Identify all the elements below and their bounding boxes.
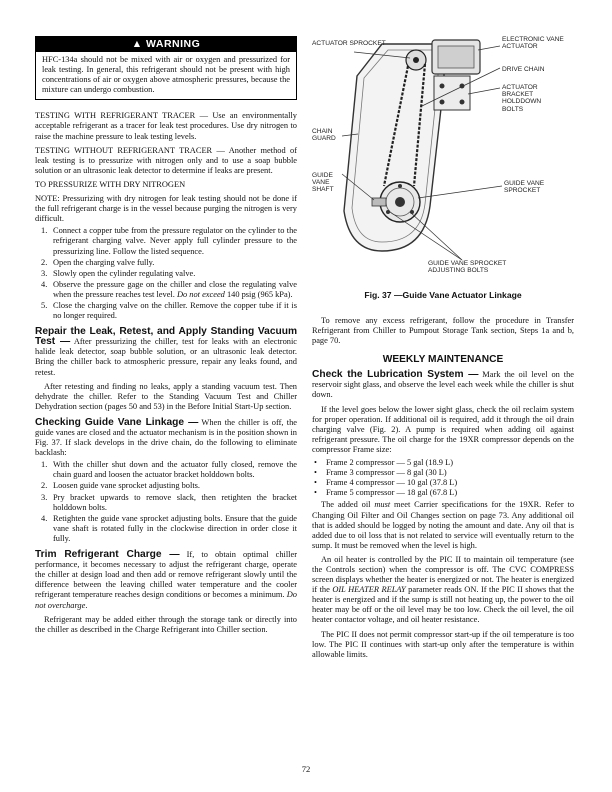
linkage-paragraph: Checking Guide Vane Linkage — When the chiller is off, the guide vanes are closed and the actuator mechanism is in the position shown in Fig. 37. If slack develops in the drive chain, do the following to eliminate backlash: bbox=[35, 416, 297, 458]
nitrogen-steps bbox=[35, 226, 297, 321]
list-item: • Frame 5 compressor — 18 gal (67.8 L) bbox=[314, 488, 458, 498]
pressurize-heading: TO PRESSURIZE WITH DRY NITROGEN bbox=[35, 179, 186, 189]
list-item: 3. Slowly open the cylinder regulating valve. bbox=[41, 268, 196, 278]
figure-caption: Fig. 37 —Guide Vane Actuator Linkage bbox=[364, 290, 522, 300]
figure-37 bbox=[312, 36, 574, 288]
list-item: 4. Retighten the guide vane sprocket adjusting bolts. Ensure that the guide vane shaft is rotated fully in the clockwise direction in order close it fully. bbox=[41, 513, 297, 543]
left-column bbox=[35, 36, 297, 635]
label-actuator-bracket: ACTUATOR BRACKET HOLDDOWN BOLTS bbox=[502, 84, 542, 113]
warning-header bbox=[36, 37, 296, 52]
label-guide-vane-shaft: GUIDE VANE SHAFT bbox=[312, 172, 334, 194]
list-item: • Frame 4 compressor — 10 gal (37.8 L) bbox=[314, 478, 458, 488]
list-item: 4. Observe the pressure gage on the chiller and close the regulating valve when the pressure reaches test level. Do not exceed 140 psig (965 kPa). bbox=[41, 279, 297, 299]
weekly-maintenance-heading: WEEKLY MAINTENANCE bbox=[382, 354, 504, 366]
list-item: 1. Connect a copper tube from the pressure regulator on the cylinder to the refrigerant charging valve. Never apply full cylinder pressure to the pressurizing line. Follow the listed sequence. bbox=[41, 226, 297, 256]
linkage-heading: Checking Guide Vane Linkage — bbox=[35, 416, 199, 428]
excess-refrigerant-paragraph: To remove any excess refrigerant, follow the procedure in Transfer Refrigerant from Chiller to Pumpout Storage Tank section, Steps 1a and b, page 70. bbox=[312, 316, 574, 346]
trim-heading: Trim Refrigerant Charge — bbox=[35, 549, 180, 561]
without-tracer-paragraph: TESTING WITHOUT REFRIGERANT TRACER — Another method of leak testing is to pressurize with nitrogen only and to use a soap bubble solution or an ultrasonic leak detector to determine if leaks are present. bbox=[35, 145, 297, 175]
added-oil-paragraph: The added oil must meet Carrier specifications for the 19XR. Refer to Changing Oil Filter and Oil Changes section on page 73. Any additional oil that is added should be logged by noting the amount and date. Any oil that is added due to oil loss that is not related to service will eventually return to the sump. It must be removed when the level is high. bbox=[312, 500, 575, 550]
list-item: 2. Loosen guide vane sprocket adjusting bolts. bbox=[41, 481, 201, 491]
lubrication-heading: Check the Lubrication System — bbox=[312, 369, 479, 381]
lubrication-paragraph: Check the Lubrication System — Mark the oil level on the reservoir sight glass, and observe the level each week while the chiller is shut down. bbox=[312, 369, 574, 400]
list-item: 5. Close the charging valve on the chiller. Remove the copper tube if it is no longer required. bbox=[41, 300, 297, 321]
tracer-paragraph: TESTING WITH REFRIGERANT TRACER — Use an environmentally acceptable refrigerant as a tracer for leak test procedures. Use dry nitrogen to raise the machine pressure to leak testing levels. bbox=[35, 111, 297, 141]
frame-list bbox=[312, 458, 574, 498]
refrigerant-paragraph: Refrigerant may be added either through the storage tank or directly into the chiller as described in the Charge Refrigerant into Chiller section. bbox=[35, 614, 297, 634]
warning-box bbox=[35, 36, 297, 100]
label-electronic-vane-actuator: ELECTRONIC VANE ACTUATOR bbox=[502, 36, 564, 51]
oil-level-paragraph: If the level goes below the lower sight glass, check the oil reclaim system for proper operation. If additional oil is required, add it through the oil drain charging valve (Fig. 2). A pump is required when adding oil against refrigerant pressure. The oil charge for the 19XR compressor depends on the compressor Frame size: bbox=[312, 404, 574, 454]
linkage-steps bbox=[35, 460, 297, 544]
list-item: • Frame 3 compressor — 8 gal (30 L) bbox=[314, 468, 447, 478]
nitrogen-note: NOTE: Pressurizing with dry nitrogen for leak testing should not be done if the full refrigerant charge is in the vessel because purging the nitrogen is very difficult. bbox=[35, 194, 297, 224]
warning-title: WARNING bbox=[146, 38, 201, 50]
list-item: 2. Open the charging valve fully. bbox=[41, 257, 155, 267]
warning-text: HFC-134a should not be mixed with air or oxygen and pressurized for leak testing. In general, this refrigerant should not be present with high concentrations of air or oxygen above atmospheric pressures, because the mixture can undergo combustion. bbox=[42, 55, 290, 95]
page-number: 72 bbox=[301, 764, 311, 774]
list-item: 3. Pry bracket upwards to remove slack, then retighten the bracket holddown bolts. bbox=[41, 492, 297, 512]
label-guide-vane-sprocket: GUIDE VANE SPROCKET bbox=[504, 180, 545, 195]
list-item: 1. With the chiller shut down and the actuator fully closed, remove the chain guard and loosen the actuator bracket holddown bolts. bbox=[41, 460, 297, 480]
oil-heater-paragraph: An oil heater is controlled by the PIC II to maintain oil temperature (see the Controls section) when the compressor is off. The CVC COMPRESS screen displays whether the heater is energized or not. The heater is energized if the OIL HEATER RELAY parameter reads ON. If the PIC II shows that the heater is energized and if the sump is still not heating up, the power to the oil heater may be off or the oil level may be too low. Check the oil level, the oil heater contactor voltage, and oil heater resistance. bbox=[312, 554, 574, 625]
label-adjusting-bolts: GUIDE VANE SPROCKET ADJUSTING BOLTS bbox=[428, 260, 507, 275]
repair-heading: Repair the Leak, Retest, and Apply Standing Vacuum Test — bbox=[35, 326, 297, 348]
repair-paragraph: Repair the Leak, Retest, and Apply Standing Vacuum Test — After pressurizing the chiller, test for leaks with an electronic halide leak detector, soap bubble solution, or an ultrasonic leak detector. Bring the chiller back to atmospheric pressure, repair any leaks found, and retest. bbox=[35, 326, 297, 377]
label-actuator-sprocket: ACTUATOR SPROCKET bbox=[312, 40, 386, 47]
trim-paragraph: Trim Refrigerant Charge — If, to obtain optimal chiller performance, it becomes necessary to adjust the refrigerant charge, operate the chiller at design load and then add or remove refrigerant slowly until the difference between the leaving chilled water temperature and the cooler refrigerant temperature reaches design conditions or becomes a minimum. Do not overcharge. bbox=[35, 549, 297, 610]
retest-paragraph: After retesting and finding no leaks, apply a standing vacuum test. Then dehydrate the chiller. Refer to the Standing Vacuum Test and Chiller Dehydration section (pages 50 and 53) in the Before Initial Start-Up section. bbox=[35, 381, 297, 411]
right-column bbox=[312, 36, 574, 660]
pic-startup-paragraph: The PIC II does not permit compressor start-up if the oil temperature is too low. The PIC II continues with start-up only after the temperature is within allowable limits. bbox=[312, 629, 574, 659]
label-chain-guard: CHAIN GUARD bbox=[312, 128, 336, 143]
label-drive-chain: DRIVE CHAIN bbox=[502, 66, 545, 73]
guide-vane-linkage-illustration bbox=[312, 36, 574, 288]
warning-triangle-icon: ▲ bbox=[131, 38, 143, 50]
list-item: • Frame 2 compressor — 5 gal (18.9 L) bbox=[314, 458, 453, 468]
